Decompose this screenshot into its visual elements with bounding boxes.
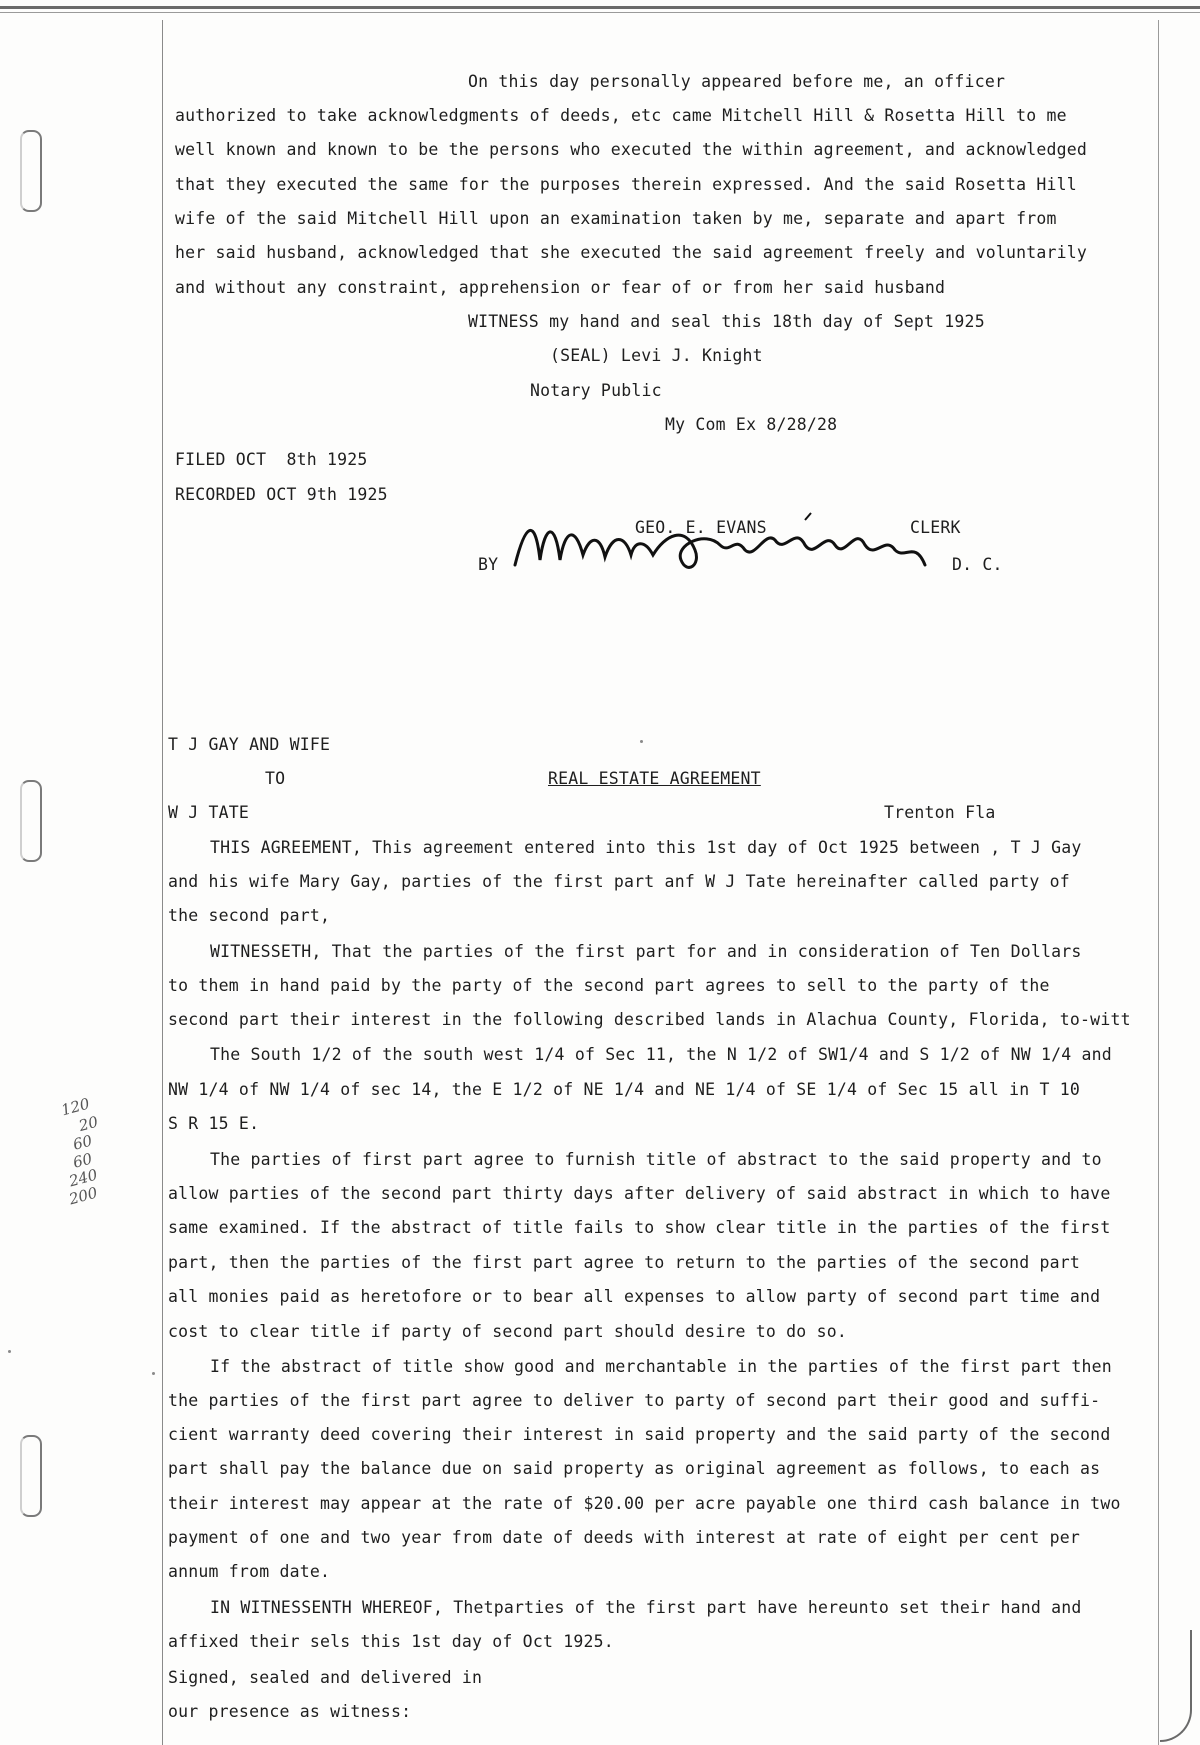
margin-note-line: 60 [70, 1149, 95, 1172]
ack-line-1: On this day personally appeared before me, an officer [468, 72, 1006, 91]
agreement-line: allow parties of the second part thirty days after delivery of said abstract in which to have [168, 1184, 1111, 1203]
ack-line-6: her said husband, acknowledged that she executed the said agreement freely and voluntarily [175, 243, 1088, 262]
page-curl [1160, 1630, 1192, 1742]
agreement-line: If the abstract of title show good and merchantable in the parties of the first part then [210, 1357, 1112, 1376]
agreement-line: to them in hand paid by the party of the second part agrees to sell to the party of the [168, 976, 1050, 995]
agreement-line: all monies paid as heretofore or to bear all expenses to allow party of second part time and [168, 1287, 1101, 1306]
ack-line-5: wife of the said Mitchell Hill upon an examination taken by me, separate and apart from [175, 209, 1057, 228]
deputy-clerk-signature [505, 505, 945, 585]
agreement-line: our presence as witness: [168, 1702, 412, 1721]
agreement-line: WITNESSETH, That the parties of the first part for and in consideration of Ten Dollars [210, 942, 1082, 961]
agreement-line: S R 15 E. [168, 1114, 260, 1133]
top-rule-secondary [0, 12, 1200, 13]
agreement-line: second part their interest in the following described lands in Alachua County, Florida, to-witt [168, 1010, 1131, 1029]
clerk-name: GEO. E. EVANS [635, 518, 767, 537]
grantor-heading: T J GAY AND WIFE [168, 735, 331, 754]
scan-speck [152, 1372, 155, 1375]
ack-line-2: authorized to take acknowledgments of deeds, etc came Mitchell Hill & Rosetta Hill to me [175, 106, 1067, 125]
scan-speck [640, 740, 643, 743]
agreement-line: their interest may appear at the rate of $20.00 per acre payable one third cash balance in two [168, 1494, 1121, 1513]
recorded-date: RECORDED OCT 9th 1925 [175, 485, 388, 504]
filed-date: FILED OCT 8th 1925 [175, 450, 368, 469]
commission-expiry: My Com Ex 8/28/28 [665, 415, 838, 434]
agreement-line: same examined. If the abstract of title fails to show clear title in the parties of the first [168, 1218, 1111, 1237]
agreement-line: The parties of first part agree to furnish title of abstract to the said property and to [210, 1150, 1102, 1169]
scan-speck [8, 1350, 11, 1353]
margin-note-line: 200 [67, 1183, 100, 1209]
top-rule [0, 6, 1200, 9]
agreement-line: cient warranty deed covering their interest in said property and the said party of the second [168, 1425, 1111, 1444]
agreement-line: The South 1/2 of the south west 1/4 of Sec 11, the N 1/2 of SW1/4 and S 1/2 of NW 1/4 and [210, 1045, 1112, 1064]
agreement-line: and his wife Mary Gay, parties of the first part anf W J Tate hereinafter called party of [168, 872, 1070, 891]
agreement-line: cost to clear title if party of second part should desire to do so. [168, 1322, 847, 1341]
agreement-line: payment of one and two year from date of deeds with interest at rate of eight per cent per [168, 1528, 1081, 1547]
agreement-line: affixed their sels this 1st day of Oct 1925. [168, 1632, 614, 1651]
notary-title: Notary Public [530, 381, 662, 400]
agreement-line: part shall pay the balance due on said property as original agreement as follows, to each as [168, 1459, 1101, 1478]
grantee-heading: W J TATE [168, 803, 250, 822]
margin-note-line: 60 [70, 1131, 95, 1154]
to-label: TO [265, 769, 286, 788]
ack-line-3: well known and known to be the persons who executed the within agreement, and acknowledged [175, 140, 1088, 159]
agreement-line: IN WITNESSENTH WHEREOF, Thetparties of the first part have hereunto set their hand and [210, 1598, 1082, 1617]
clerk-title: CLERK [910, 518, 961, 537]
binder-hole-middle [20, 780, 42, 862]
by-label: BY [478, 555, 499, 574]
margin-note-line: 120 [59, 1094, 92, 1120]
ack-line-4: that they executed the same for the purposes therein expressed. And the said Rosetta Hill [175, 175, 1077, 194]
agreement-line: Signed, sealed and delivered in [168, 1668, 483, 1687]
agreement-title: REAL ESTATE AGREEMENT [548, 769, 761, 788]
margin-note-line: 240 [67, 1165, 100, 1191]
witness-line: WITNESS my hand and seal this 18th day of Sept 1925 [468, 312, 985, 331]
binder-hole-top [20, 130, 42, 212]
deputy-clerk-label: D. C. [952, 555, 1003, 574]
right-margin-line [1158, 20, 1159, 1745]
agreement-line: NW 1/4 of NW 1/4 of sec 14, the E 1/2 of NE 1/4 and NE 1/4 of SE 1/4 of Sec 15 all in T 10 [168, 1080, 1081, 1099]
ack-line-7: and without any constraint, apprehension or fear of or from her said husband [175, 278, 946, 297]
place-label: Trenton Fla [884, 803, 996, 822]
margin-note-line: 20 [76, 1112, 100, 1136]
binder-hole-bottom [20, 1435, 42, 1517]
margin-handwritten-note [60, 1090, 150, 1210]
agreement-line: part, then the parties of the first part agree to return to the parties of the second part [168, 1253, 1081, 1272]
agreement-line: THIS AGREEMENT, This agreement entered into this 1st day of Oct 1925 between , T J Gay [210, 838, 1082, 857]
left-margin-line [162, 20, 163, 1745]
agreement-line: the parties of the first part agree to deliver to party of second part their good and suffi- [168, 1391, 1101, 1410]
seal-line: (SEAL) Levi J. Knight [550, 346, 763, 365]
agreement-line: annum from date. [168, 1562, 331, 1581]
agreement-line: the second part, [168, 906, 331, 925]
